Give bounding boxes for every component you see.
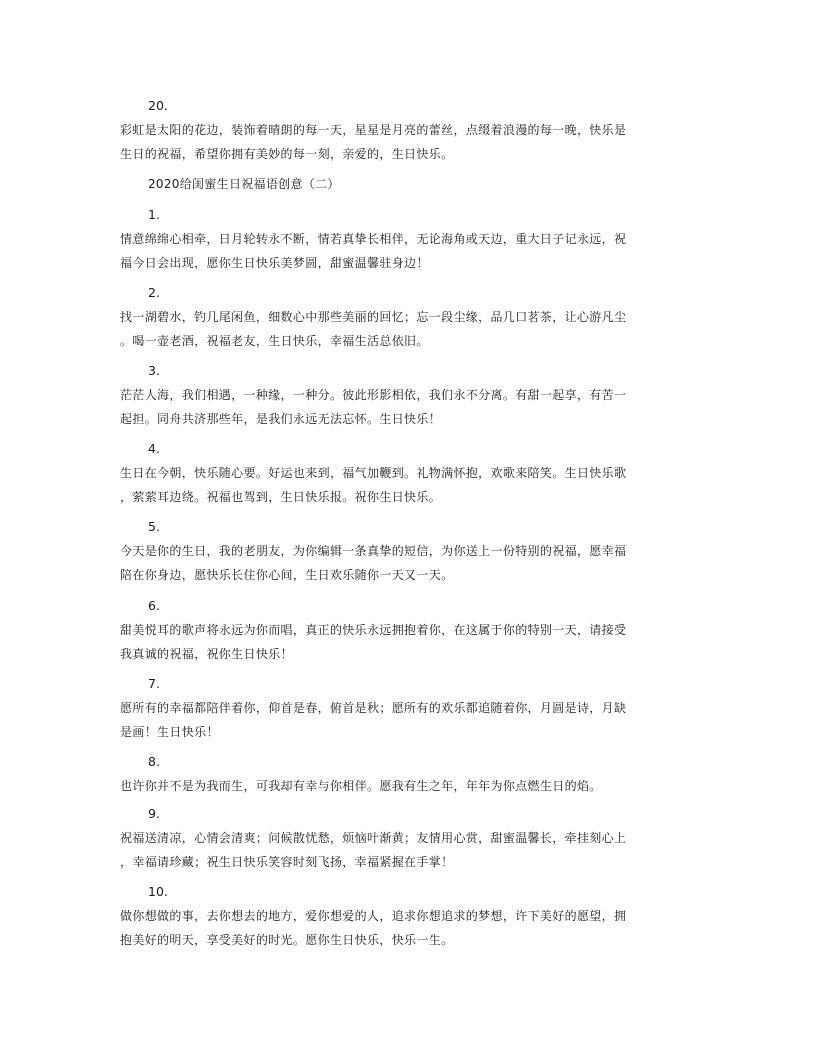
- entry-number: 6.: [148, 598, 160, 613]
- entry-number: 10.: [148, 884, 168, 899]
- entry-text-line: ，萦萦耳边绕。祝福也驾到，生日快乐报。祝你生日快乐。: [120, 490, 442, 504]
- entry-text-line: 生日在今朝，快乐随心要。好运也来到，福气加鞭到。礼物满怀抱，欢歌来陪笑。生日快乐歌: [120, 466, 627, 480]
- entry-text-line: 甜美悦耳的歌声将永远为你而唱，真正的快乐永远拥抱着你，在这属于你的特别一天，请接受: [120, 623, 627, 637]
- entry-text-line: 祝福送清凉，心情会清爽；问候散忧愁，烦恼叶渐黄；友情用心赏，甜蜜温馨长，牵挂刻心上: [120, 831, 627, 845]
- entry-text-line: 我真诚的祝福，祝你生日快乐！: [120, 647, 293, 661]
- entry-text-line: 愿所有的幸福都陪伴着你，仰首是春，俯首是秋；愿所有的欢乐都追随着你，月圆是诗，月缺: [120, 701, 627, 715]
- entry-number: 4.: [148, 441, 160, 456]
- entry-number: 8.: [148, 754, 160, 769]
- entry-number: 3.: [148, 363, 160, 378]
- entry-number: 9.: [148, 806, 160, 821]
- entry-number: 2.: [148, 285, 160, 300]
- entry-text-line: 是画！生日快乐！: [120, 725, 219, 739]
- entry-text-line: 彩虹是太阳的花边，装饰着晴朗的每一天，星星是月亮的蕾丝，点缀着浪漫的每一晚，快乐是: [120, 123, 627, 137]
- entry-text-line: 找一湖碧水，钓几尾闲鱼，细数心中那些美丽的回忆；忘一段尘缘，品几口茗茶，让心游凡尘: [120, 310, 627, 324]
- entry-text-line: 今天是你的生日，我的老朋友，为你编辑一条真挚的短信，为你送上一份特别的祝福，愿幸福: [120, 544, 627, 558]
- entry-text-line: 茫茫人海，我们相遇，一种缘，一种分。彼此形影相依，我们永不分离。有甜一起享，有苦一: [120, 388, 627, 402]
- entry-text-line: 陪在你身边，愿快乐长住你心间，生日欢乐随你一天又一天。: [120, 568, 454, 582]
- section-heading: 2020给闺蜜生日祝福语创意（二）: [148, 177, 340, 191]
- entry-text-line: 起担。同舟共济那些年，是我们永远无法忘怀。生日快乐！: [120, 412, 442, 426]
- entry-text-line: 生日的祝福，希望你拥有美妙的每一刻，亲爱的，生日快乐。: [120, 147, 454, 161]
- entry-text-line: 情意绵绵心相牵，日月轮转永不断，情若真挚长相伴，无论海角或天边，重大日子记永远，祝: [120, 232, 627, 246]
- entry-text-line: 福今日会出现，愿你生日快乐美梦圆，甜蜜温馨驻身边！: [120, 256, 429, 270]
- entry-text-line: 抱美好的明天，享受美好的时光。愿你生日快乐，快乐一生。: [120, 933, 454, 947]
- entry-number: 5.: [148, 519, 160, 534]
- entry-number: 20.: [148, 98, 168, 113]
- entry-text-line: 做你想做的事，去你想去的地方，爱你想爱的人，追求你想追求的梦想，许下美好的愿望，拥: [120, 909, 627, 923]
- entry-number: 7.: [148, 676, 160, 691]
- entry-text-line: ，幸福请珍藏；祝生日快乐笑容时刻飞扬，幸福紧握在手掌！: [120, 855, 454, 869]
- entry-number: 1.: [148, 207, 160, 222]
- entry-text-line: 。喝一壶老酒，祝福老友，生日快乐，幸福生活总依旧。: [120, 334, 429, 348]
- entry-text-line: 也许你并不是为我而生，可我却有幸与你相伴。愿我有生之年，年年为你点燃生日的焰。: [120, 779, 602, 793]
